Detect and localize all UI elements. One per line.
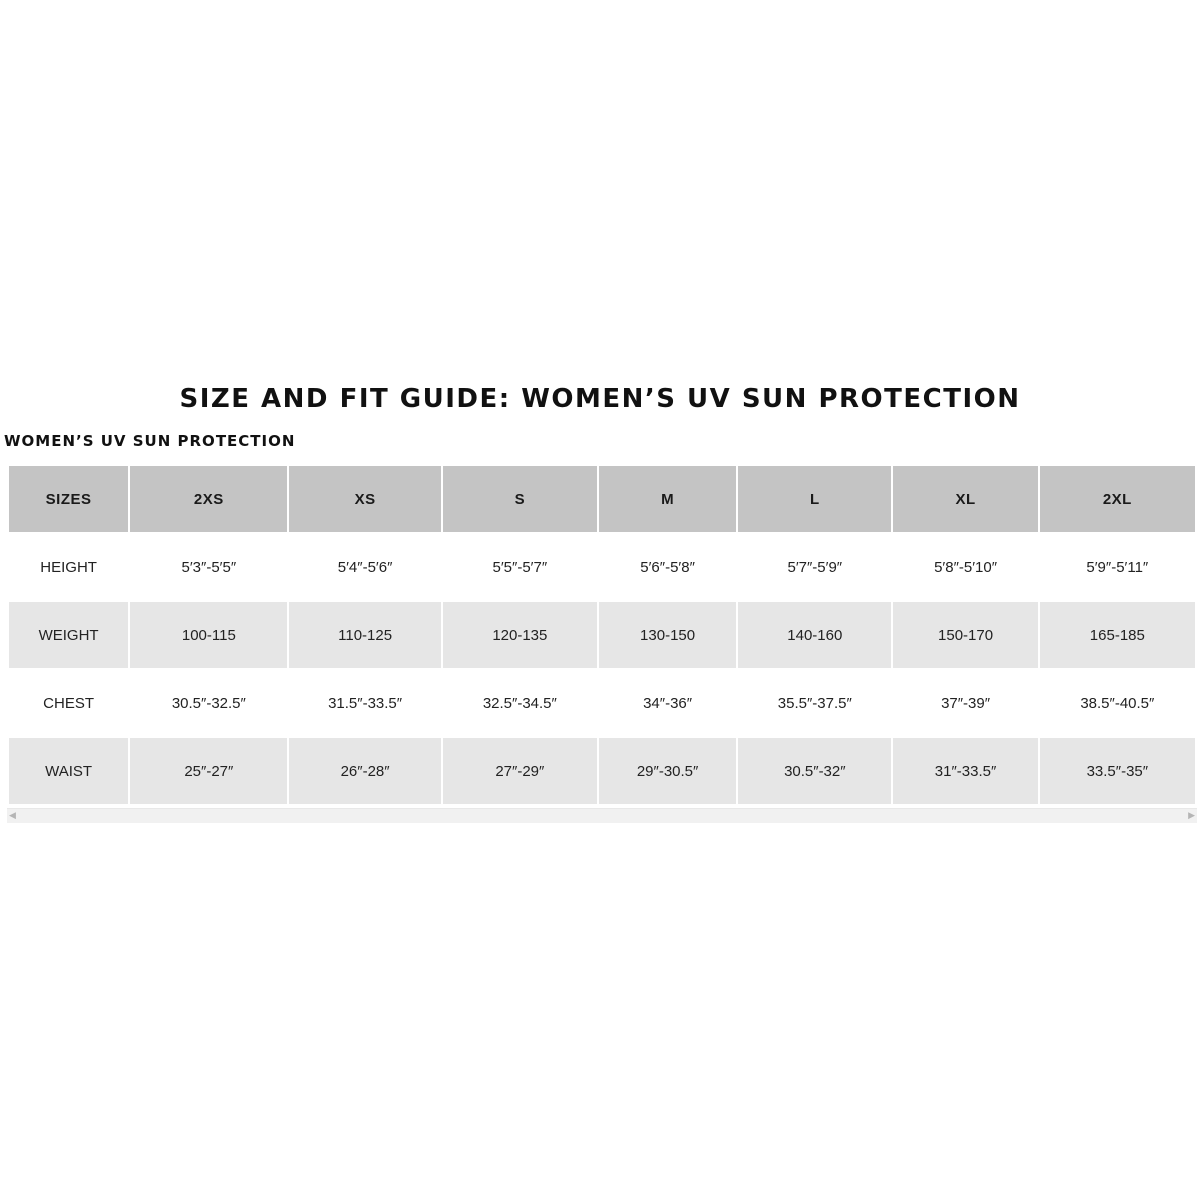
column-header-xs: XS [289,466,440,534]
table-cell: 5′3″-5′5″ [130,534,287,602]
table-cell: 5′7″-5′9″ [738,534,891,602]
table-cell: 30.5″-32″ [738,738,891,806]
table-cell: 27″-29″ [443,738,597,806]
table-cell: 110-125 [289,602,440,670]
table-cell: 5′9″-5′11″ [1040,534,1195,602]
column-header-sizes: SIZES [9,466,128,534]
table-cell: 5′5″-5′7″ [443,534,597,602]
table-cell: 37″-39″ [893,670,1037,738]
table-cell: 33.5″-35″ [1040,738,1195,806]
horizontal-scrollbar[interactable] [7,808,1197,823]
table-cell: 31.5″-33.5″ [289,670,440,738]
table-title: WOMEN’S UV SUN PROTECTION [4,432,296,450]
table-cell: 32.5″-34.5″ [443,670,597,738]
table-cell: 5′8″-5′10″ [893,534,1037,602]
column-header-m: M [599,466,736,534]
table-row-chest [9,670,1195,738]
table-cell: 5′6″-5′8″ [599,534,736,602]
size-chart-table [7,466,1197,806]
table-cell: 31″-33.5″ [893,738,1037,806]
table-cell: 150-170 [893,602,1037,670]
table-cell: 100-115 [130,602,287,670]
table-cell: 38.5″-40.5″ [1040,670,1195,738]
row-label-height: HEIGHT [9,534,128,602]
table-row-waist [9,738,1195,806]
column-header-2xs: 2XS [130,466,287,534]
table-cell: 29″-30.5″ [599,738,736,806]
row-label-chest: CHEST [9,670,128,738]
table-row-weight [9,602,1195,670]
column-header-xl: XL [893,466,1037,534]
scroll-left-arrow-icon[interactable]: ◀ [9,811,16,821]
row-label-weight: WEIGHT [9,602,128,670]
table-row-height [9,534,1195,602]
column-header-s: S [443,466,597,534]
column-header-2xl: 2XL [1040,466,1195,534]
table-cell: 26″-28″ [289,738,440,806]
table-cell: 35.5″-37.5″ [738,670,891,738]
row-label-waist: WAIST [9,738,128,806]
column-header-l: L [738,466,891,534]
table-cell: 25″-27″ [130,738,287,806]
table-cell: 30.5″-32.5″ [130,670,287,738]
table-cell: 34″-36″ [599,670,736,738]
table-cell: 120-135 [443,602,597,670]
table-cell: 140-160 [738,602,891,670]
table-cell: 5′4″-5′6″ [289,534,440,602]
scroll-right-arrow-icon[interactable]: ▶ [1188,811,1195,821]
table-cell: 130-150 [599,602,736,670]
table-header-row [9,466,1195,534]
table-cell: 165-185 [1040,602,1195,670]
page-title: SIZE AND FIT GUIDE: WOMEN’S UV SUN PROTECTION [179,384,1021,414]
